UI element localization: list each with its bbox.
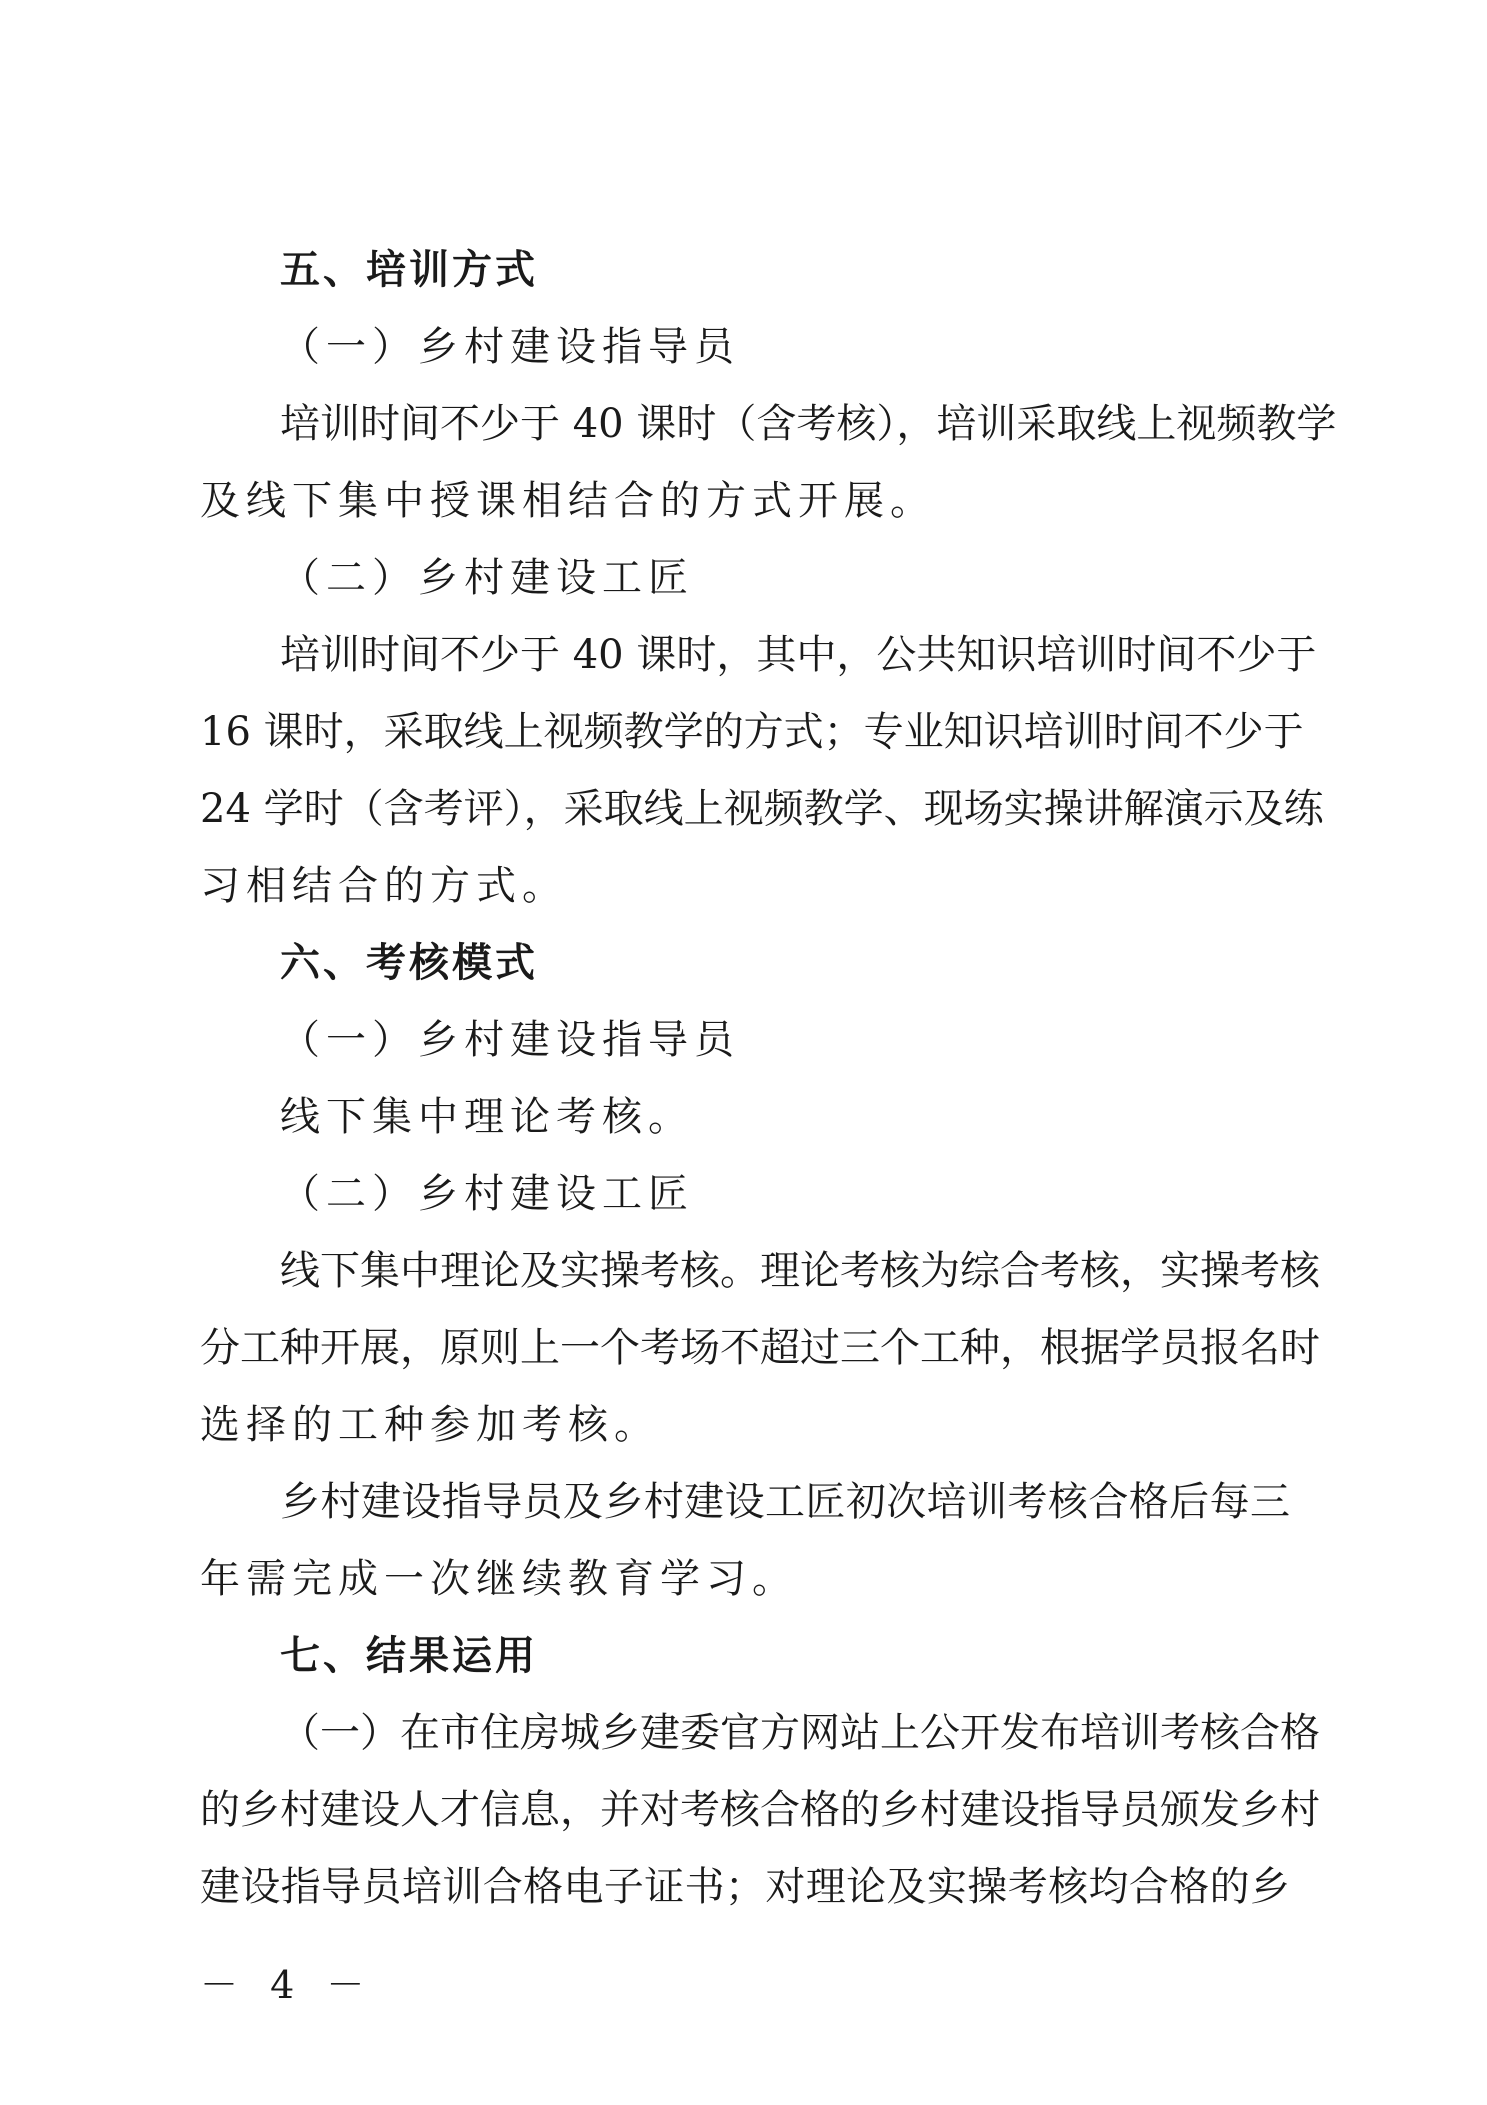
paragraph-line: 及线下集中授课相结合的方式开展。	[200, 478, 936, 524]
section-heading: 六、考核模式	[280, 940, 538, 986]
subsection-heading: （二）乡村建设工匠	[280, 555, 694, 601]
paragraph-line: 分工种开展，原则上一个考场不超过三个工种，根据学员报名时	[200, 1325, 1320, 1371]
paragraph-line: 选择的工种参加考核。	[200, 1402, 660, 1448]
paragraph-line: 24 学时（含考评），采取线上视频教学、现场实操讲解演示及练	[200, 786, 1324, 832]
paragraph-line: 建设指导员培训合格电子证书；对理论及实操考核均合格的乡	[200, 1864, 1290, 1910]
subsection-heading: （一）乡村建设指导员	[280, 324, 740, 370]
paragraph-line: 线下集中理论及实操考核。理论考核为综合考核，实操考核	[280, 1248, 1320, 1294]
page-number: － 4 －	[200, 1963, 375, 2007]
subsection-heading: （一）乡村建设指导员	[280, 1017, 740, 1063]
paragraph-line: 16 课时，采取线上视频教学的方式；专业知识培训时间不少于	[200, 709, 1304, 755]
paragraph-line: 年需完成一次继续教育学习。	[200, 1556, 798, 1602]
paragraph-line: 线下集中理论考核。	[280, 1094, 694, 1140]
section-heading: 五、培训方式	[280, 247, 538, 293]
paragraph-line: （一）在市住房城乡建委官方网站上公开发布培训考核合格	[280, 1710, 1320, 1756]
paragraph-line: 培训时间不少于 40 课时，其中，公共知识培训时间不少于	[280, 632, 1317, 678]
paragraph-line: 习相结合的方式。	[200, 863, 568, 909]
paragraph-line: 培训时间不少于 40 课时（含考核），培训采取线上视频教学	[280, 401, 1337, 447]
section-heading: 七、结果运用	[280, 1633, 538, 1679]
subsection-heading: （二）乡村建设工匠	[280, 1171, 694, 1217]
paragraph-line: 的乡村建设人才信息，并对考核合格的乡村建设指导员颁发乡村	[200, 1787, 1320, 1833]
paragraph-line: 乡村建设指导员及乡村建设工匠初次培训考核合格后每三	[280, 1479, 1290, 1525]
